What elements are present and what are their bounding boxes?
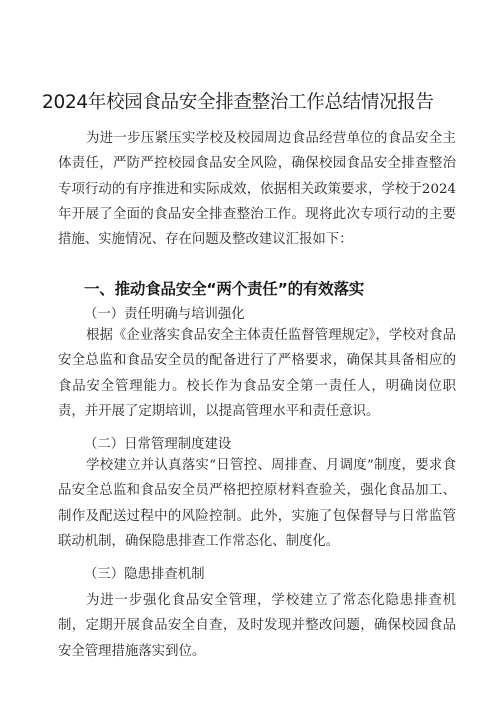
- subsection-heading-1: （一）责任明确与培训强化: [84, 307, 245, 322]
- subsection-heading-3: （三）隐患排查机制: [84, 567, 205, 582]
- document-title: 2024年校园食品安全排查整治工作总结情况报告: [42, 92, 434, 113]
- subsection-body-2: 学校建立并认真落实“日管控、周排查、月调度”制度，要求食品安全总监和食品安全员严格把控原材料查验关，强化食品加工、制作及配送过程中的风险控制。此外，实施了包保督导与日常监管联动机制，确保隐患排查工作常态化、制度化。: [58, 458, 456, 549]
- subsection-heading-2: （二）日常管理制度建设: [84, 437, 232, 452]
- intro-paragraph: 为进一步压紧压实学校及校园周边食品经营单位的食品安全主体责任，严防严控校园食品安全风险，确保校园食品安全排查整治专项行动的有序推进和实际成效，依据相关政策要求，学校于2024年开展了全面的食品安全排查整治工作。现将此次专项行动的主要措施、实施情况、存在问题及整改建议汇报如下：: [58, 131, 456, 248]
- section-heading: 一、推动食品安全“两个责任”的有效落实: [84, 280, 365, 298]
- subsection-body-3: 为进一步强化食品安全管理，学校建立了常态化隐患排查机制，定期开展食品安全自查，及时发现并整改问题，确保校园食品安全管理措施落实到位。: [58, 593, 456, 659]
- subsection-body-1: 根据《企业落实食品安全主体责任监督管理规定》，学校对食品安全总监和食品安全员的配备进行了严格要求，确保其具备相应的食品安全管理能力。校长作为食品安全第一责任人，明确岗位职责，并开展了定期培训，以提高管理水平和责任意识。: [58, 328, 456, 419]
